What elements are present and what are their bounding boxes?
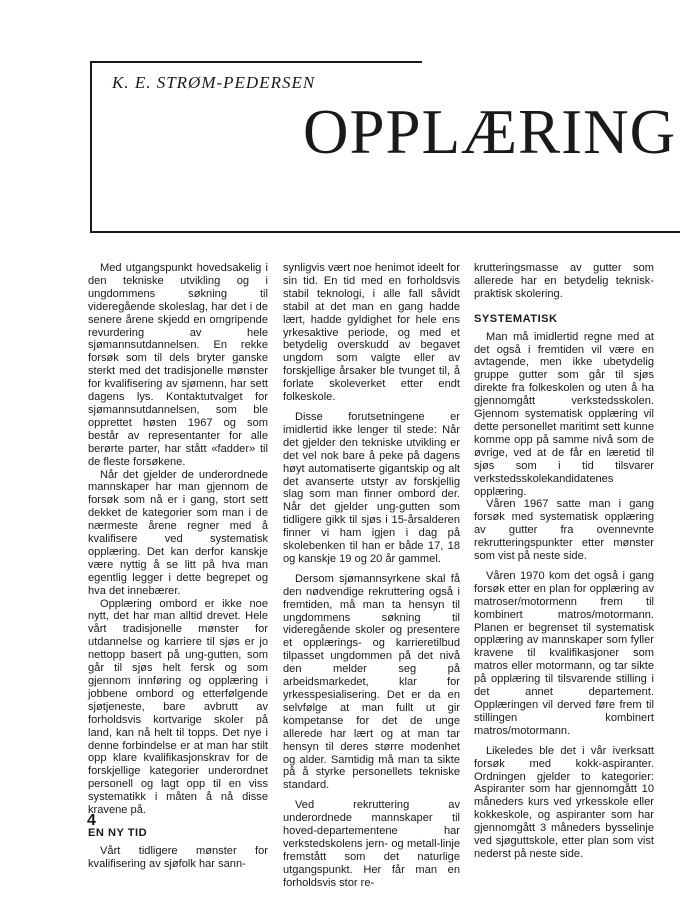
paragraph: Ved rekruttering av underordnede mannskaper til hoved-departementene har verkstedskolens jern- og metall-linje fremstått som det naturlige utgangspunkt. Her får man en forholdsvis stor re- — [283, 799, 460, 889]
section-heading: SYSTEMATISK — [474, 312, 558, 325]
paragraph: Med utgangspunkt hovedsakelig i den tekniske utvikling og i ungdommens søkning til videregående skoleslag, har det i de senere årene skjedd en omgripende revurdering av hele sjømannsutdannelsen. En rekke forsøk som til dels bryter ganske sterkt med det tradisjonelle mønster for kvalifisering av sjømenn, har sett dagens lys. Kontaktutvalget for sjømannsutdannelsen, som ble opprettet høsten 1967 og som består av representanter for alle berørte parter, har stått «fadder» til de fleste forsøkene. — [88, 262, 268, 468]
article-title: OPPLÆRING — [303, 97, 677, 167]
paragraph: Opplæring ombord er ikke noe nytt, det har man alltid drevet. Hele vårt tradisjonelle mønster for utdannelse og karriere til sjøs er jo nettopp basert på ung-gutten, som går til sjøs helt fersk og som gjennom innføring og opplæring i jobbene ombord og etterfølgende sjøtjeneste, bare avbrutt av forholdsvis kortvarige skoler på land, kan nå helt til topps. Det nye i denne forbindelse er at man har stilt opp klare kvalifikasjonskrav for de forskjellige kategorier underordnet personell og lagt opp til en viss systematikk i måten å nå disse kravene på. — [88, 597, 268, 817]
paragraph: Våren 1967 satte man i gang forsøk med systematisk opplæring av gutter fra ovennevnte rekrutteringspunkter etter mønster som vist på neste side. — [474, 498, 654, 563]
paragraph: Vårt tidligere mønster for kvalifisering av sjøfolk har sann- — [88, 844, 268, 870]
frame-bottom-rule — [90, 231, 680, 233]
author-name: K. E. STRØM-PEDERSEN — [112, 73, 316, 92]
page-number: 4 — [87, 812, 96, 829]
paragraph: Man må imidlertid regne med at det også i fremtiden vil være en avtagende, men ikke ubetydelig gruppe gutter som går til sjøs direkte fra folkeskolen og uten å ha gjennomgått verkstedsskolen. Gjennom systematisk opplæring vil dette personellet maritimt sett kunne komme opp på samme nivå som de øvrige, ved at de får en læretid til sjøs som i tid tilsvarer verkstedsskolekandidatenes opplæring. — [474, 330, 654, 498]
paragraph: Når det gjelder de underordnede mannskaper har man gjennom de forsøk som nå er i gang, stort sett dekket de kategorier som man i de nærmeste årene regner med å kvalifisere ved systematisk opplæring. Det kan derfor kanskje være nyttig å se litt på hva man egentlig legger i dette begrepet og hva det innebærer. — [88, 468, 268, 597]
frame-top-rule — [90, 61, 422, 63]
frame-left-rule — [90, 61, 92, 233]
text-column-1 — [88, 262, 268, 871]
paragraph: Dersom sjømannsyrkene skal få den nødvendige rekruttering også i fremtiden, må man ta hensyn til ungdommens søkning til videregående skoler og presentere et opplærings- og karrieretilbud tilpasset ungdommen på det nivå den melder seg på arbeidsmarkedet, klar for yrkesspesialisering. Det er da en selvfølge at man fullt ut gir kompetanse for det de unge allerede har lært og at man tar hensyn til deres større modenhet og alder. Samtidig må man ta sikte på å styrke personellets tekniske standard. — [283, 572, 460, 792]
section-heading: EN NY TID — [88, 826, 148, 839]
paragraph: Disse forutsetningene er imidlertid ikke lenger til stede: Når det gjelder den tekniske utvikling er det vel nok bare å peke på dagens høyt automatiserte gigantskip og alt det avanserte utstyr av forskjellig slag som man finner ombord der. Når det gjelder ung-gutten som tidligere gikk til sjøs i 15-årsalderen finner vi ham igjen i dag på skolebenken til han er både 17, 18 og kanskje 19 og 20 år gammel. — [283, 410, 460, 565]
paragraph: krutteringsmasse av gutter som allerede har en betydelig teknisk-praktisk skolering. — [474, 262, 654, 300]
text-column-3 — [474, 262, 654, 861]
paragraph: synligvis vært noe henimot ideelt for sin tid. En tid med en forholdsvis stabil teknologi, i alle fall såvidt stabil at det man en gang hadde lært, hadde gyldighet for hele ens yrkesaktive periode, og med et betydelig overskudd av begavet ungdom som valgte eller av forskjellige årsaker ble tvunget til, å forlate skoleverket etter endt folkeskole. — [283, 262, 460, 404]
paragraph: Likeledes ble det i vår iverksatt forsøk med kokk-aspiranter. Ordningen gjelder to kategorier: Aspiranter som har gjennomgått 10 måneders kurs ved yrkesskole eller kokkeskole, og aspiranter som har gjennomgått 3 måneders bysselinje ved sjøguttskole, etter plan som vist nederst på neste side. — [474, 744, 654, 860]
text-column-2 — [283, 262, 460, 890]
paragraph: Våren 1970 kom det også i gang forsøk etter en plan for opplæring av matroser/motormenn frem til kombinert matros/motormann. Planen er begrenset til systematisk opplæring av mannskaper som fyller kravene til kvalifikasjoner som matros eller motormann, og tar sikte på opplæring til tilsvarende stilling i det annet departement. Opplæringen vil derved føre frem til stillingen kombinert matros/motormann. — [474, 569, 654, 737]
title-frame — [90, 61, 680, 233]
